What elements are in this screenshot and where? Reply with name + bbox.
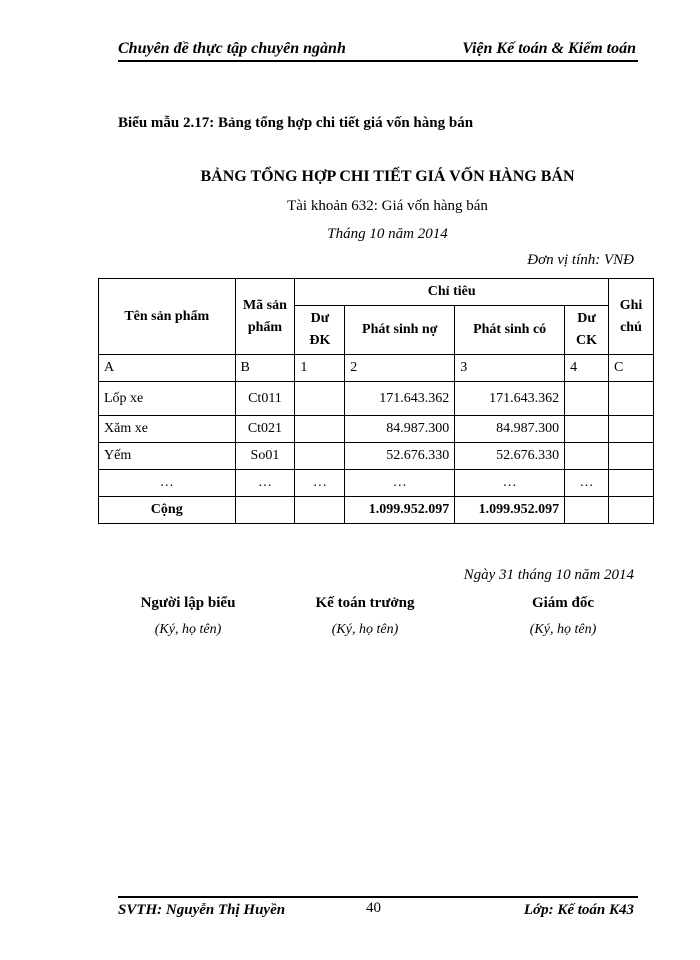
product-name: … <box>99 470 236 497</box>
index-cell: A <box>99 355 236 382</box>
debit-amount: 171.643.362 <box>345 382 455 416</box>
product-code: Ct021 <box>235 416 295 443</box>
product-name: Lốp xe <box>99 382 236 416</box>
opening-balance <box>295 382 345 416</box>
closing-balance <box>565 443 609 470</box>
closing-balance: … <box>565 470 609 497</box>
figure-caption: Biểu mẫu 2.17: Bảng tổng hợp chi tiết giá vốn hàng bán <box>118 115 474 131</box>
index-cell: 3 <box>455 355 565 382</box>
product-code: … <box>235 470 295 497</box>
credit-amount: 171.643.362 <box>455 382 565 416</box>
table-row <box>99 443 654 470</box>
col-header-note: Ghi chú <box>609 279 654 355</box>
col-header-indicators: Chỉ tiêu <box>295 279 609 306</box>
index-cell: 2 <box>345 355 455 382</box>
col-header-credit: Phát sinh có <box>455 306 565 355</box>
signature-chief-accountant <box>285 595 445 638</box>
signature-role: Người lập biểu <box>140 595 236 611</box>
credit-amount: … <box>455 470 565 497</box>
table-row <box>99 416 654 443</box>
closing-balance <box>565 382 609 416</box>
index-cell: C <box>609 355 654 382</box>
product-name: Xăm xe <box>99 416 236 443</box>
signature-note: (Ký, họ tên) <box>331 622 399 637</box>
credit-amount: 52.676.330 <box>455 443 565 470</box>
signature-director <box>483 595 643 638</box>
signature-preparer <box>108 595 268 638</box>
total-debit: 1.099.952.097 <box>345 497 455 524</box>
header-right: Viện Kế toán & Kiểm toán <box>462 40 636 57</box>
table-row <box>99 382 654 416</box>
col-header-product-code: Mã sản phẩm <box>235 279 295 355</box>
debit-amount: 84.987.300 <box>345 416 455 443</box>
report-title: BẢNG TỔNG HỢP CHI TIẾT GIÁ VỐN HÀNG BÁN <box>200 168 575 185</box>
index-cell: 4 <box>565 355 609 382</box>
cost-summary-table <box>98 278 654 524</box>
currency-unit: Đơn vị tính: VNĐ <box>527 252 634 268</box>
closing-balance <box>565 416 609 443</box>
debit-amount: … <box>345 470 455 497</box>
note-cell <box>609 416 654 443</box>
report-subtitle: Tài khoản 632: Giá vốn hàng bán <box>287 198 488 214</box>
col-header-closing: Dư CK <box>565 306 609 355</box>
opening-balance <box>295 443 345 470</box>
signing-date: Ngày 31 tháng 10 năm 2014 <box>463 567 634 583</box>
signature-role: Kế toán trưởng <box>315 595 415 611</box>
total-label: Cộng <box>99 497 236 524</box>
product-code: So01 <box>235 443 295 470</box>
header-left: Chuyên đề thực tập chuyên ngành <box>118 40 346 57</box>
footer-student: SVTH: Nguyễn Thị Huyền <box>118 902 286 918</box>
total-credit: 1.099.952.097 <box>455 497 565 524</box>
signature-role: Giám đốc <box>531 595 595 611</box>
table-row <box>99 470 654 497</box>
index-row <box>99 355 654 382</box>
signature-note: (Ký, họ tên) <box>154 622 222 637</box>
product-code: Ct011 <box>235 382 295 416</box>
report-period: Tháng 10 năm 2014 <box>327 226 448 242</box>
index-cell: B <box>235 355 295 382</box>
credit-amount: 84.987.300 <box>455 416 565 443</box>
table-header-row <box>99 279 654 306</box>
footer-class: Lớp: Kế toán K43 <box>523 902 634 918</box>
debit-amount: 52.676.330 <box>345 443 455 470</box>
footer-divider <box>118 896 638 898</box>
page-number: 40 <box>366 900 381 916</box>
total-row <box>99 497 654 524</box>
col-header-product-name: Tên sản phẩm <box>99 279 236 355</box>
opening-balance <box>295 416 345 443</box>
index-cell: 1 <box>295 355 345 382</box>
note-cell <box>609 470 654 497</box>
note-cell <box>609 382 654 416</box>
col-header-debit: Phát sinh nợ <box>345 306 455 355</box>
product-name: Yếm <box>99 443 236 470</box>
note-cell <box>609 443 654 470</box>
opening-balance: … <box>295 470 345 497</box>
signature-note: (Ký, họ tên) <box>529 622 597 637</box>
page-header <box>118 38 638 62</box>
col-header-opening: Dư ĐK <box>295 306 345 355</box>
